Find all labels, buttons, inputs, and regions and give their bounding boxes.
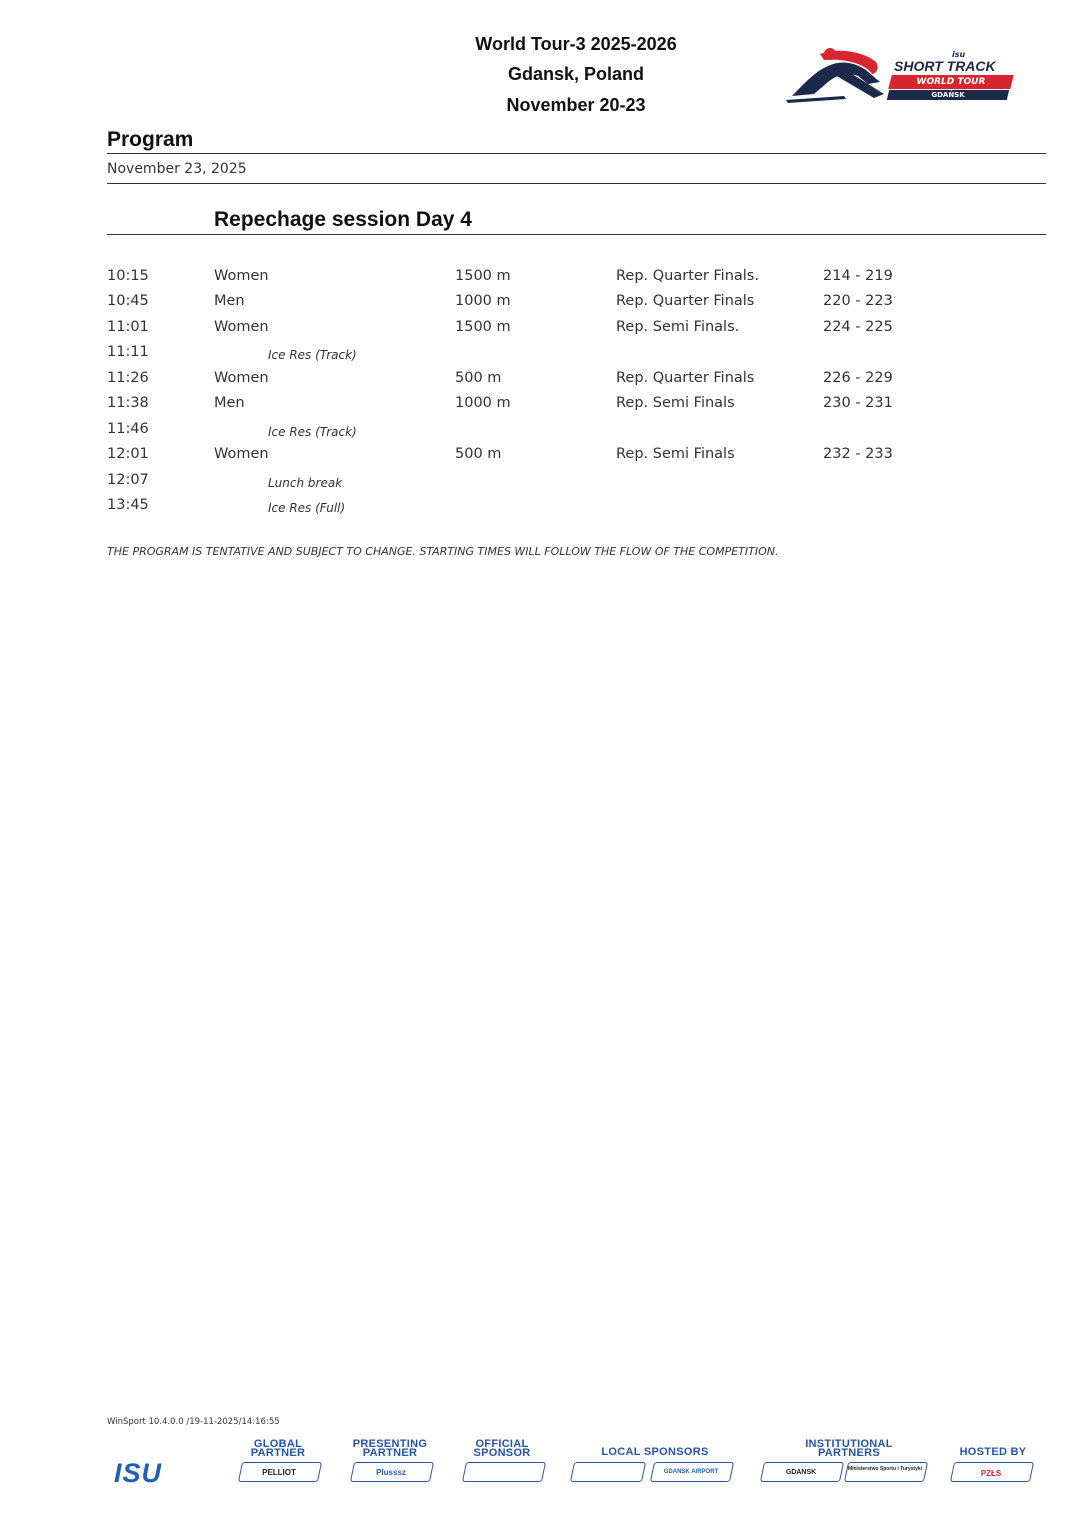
- divider: [107, 183, 1046, 184]
- phase: Rep. Semi Finals.: [616, 319, 740, 335]
- note: Lunch break: [268, 476, 343, 490]
- time: 12:01: [107, 446, 149, 462]
- race-numbers: 214 - 219: [823, 268, 893, 284]
- global-partner-label: GLOBAL PARTNER: [250, 1438, 306, 1459]
- gdansk-city-logo-text: GDANSK: [785, 1469, 817, 1476]
- category: Women: [214, 319, 269, 335]
- schedule-row: [0, 319, 1071, 343]
- world-tour-text: WORLD TOUR: [916, 77, 986, 87]
- race-numbers: 224 - 225: [823, 319, 893, 335]
- pzls-logo-text: PZŁS: [980, 1469, 1002, 1478]
- short-track-text: SHORT TRACK: [894, 58, 996, 74]
- ministry-logo-text: Ministerstwo Sportu i Turystyki: [847, 1466, 923, 1472]
- phase: Rep. Quarter Finals: [616, 370, 755, 386]
- institutional-partners-label: INSTITUTIONAL PARTNERS: [805, 1438, 893, 1459]
- city-text: GDAŃSK: [931, 91, 965, 99]
- race-numbers: 220 - 223: [823, 293, 893, 309]
- official-sponsor-label: OFFICIAL SPONSOR: [473, 1438, 531, 1459]
- note: Ice Res (Track): [268, 348, 357, 362]
- isu-small-text: isu: [952, 50, 966, 59]
- time: 11:38: [107, 395, 149, 411]
- hosted-by-label: HOSTED BY: [959, 1446, 1027, 1458]
- program-date: November 23, 2025: [107, 161, 247, 177]
- category: Women: [214, 268, 269, 284]
- schedule-row: [0, 268, 1071, 292]
- gdansk-airport-logo-text: GDANSK AIRPORT: [663, 1469, 719, 1475]
- time: 10:45: [107, 293, 149, 309]
- time: 11:46: [107, 421, 149, 437]
- disclaimer: THE PROGRAM IS TENTATIVE AND SUBJECT TO CHANGE. STARTING TIMES WILL FOLLOW THE FLOW OF THE COMPETITION.: [107, 545, 779, 558]
- distance: 500 m: [455, 370, 502, 386]
- short-track-world-tour-logo: [784, 44, 1016, 106]
- category: Men: [214, 395, 245, 411]
- category: Women: [214, 370, 269, 386]
- category: Women: [214, 446, 269, 462]
- schedule-row: [0, 446, 1071, 470]
- phase: Rep. Semi Finals: [616, 395, 735, 411]
- phase: Rep. Quarter Finals.: [616, 268, 759, 284]
- page-title: Program: [107, 128, 194, 151]
- distance: 1500 m: [455, 319, 511, 335]
- pelliot-logo-text: PELLIOT: [262, 1468, 296, 1477]
- event-title: World Tour-3 2025-2026: [475, 34, 677, 54]
- distance: 1000 m: [455, 293, 511, 309]
- local-sponsors-label: LOCAL SPONSORS: [601, 1446, 709, 1458]
- official-sponsor-logo: [462, 1462, 546, 1482]
- schedule-row: [0, 293, 1071, 317]
- divider: [107, 234, 1046, 235]
- schedule-row: [0, 472, 1071, 496]
- time: 11:01: [107, 319, 149, 335]
- schedule-row: [0, 497, 1071, 521]
- local-sponsor-logo: [570, 1462, 646, 1482]
- time: 11:26: [107, 370, 149, 386]
- distance: 1000 m: [455, 395, 511, 411]
- time: 11:11: [107, 344, 149, 360]
- schedule-row: [0, 344, 1071, 368]
- time: 12:07: [107, 472, 149, 488]
- race-numbers: 232 - 233: [823, 446, 893, 462]
- distance: 1500 m: [455, 268, 511, 284]
- note: Ice Res (Full): [268, 501, 346, 515]
- schedule-row: [0, 421, 1071, 445]
- event-dates: November 20-23: [506, 95, 646, 115]
- race-numbers: 230 - 231: [823, 395, 893, 411]
- isu-logo: ISU: [114, 1458, 163, 1488]
- phase: Rep. Semi Finals: [616, 446, 735, 462]
- note: Ice Res (Track): [268, 425, 357, 439]
- phase: Rep. Quarter Finals: [616, 293, 755, 309]
- category: Men: [214, 293, 245, 309]
- software-version: WinSport 10.4.0.0 /19-11-2025/14:16:55: [107, 1417, 280, 1427]
- schedule-row: [0, 395, 1071, 419]
- presenting-partner-label: PRESENTING PARTNER: [352, 1438, 428, 1459]
- session-title: Repechage session Day 4: [214, 208, 472, 231]
- distance: 500 m: [455, 446, 502, 462]
- divider: [107, 153, 1046, 154]
- plusssz-logo-text: Plusssz: [376, 1468, 406, 1477]
- ministry-logo: [844, 1462, 928, 1482]
- event-location: Gdansk, Poland: [507, 64, 645, 84]
- time: 10:15: [107, 268, 149, 284]
- time: 13:45: [107, 497, 149, 513]
- schedule-row: [0, 370, 1071, 394]
- race-numbers: 226 - 229: [823, 370, 893, 386]
